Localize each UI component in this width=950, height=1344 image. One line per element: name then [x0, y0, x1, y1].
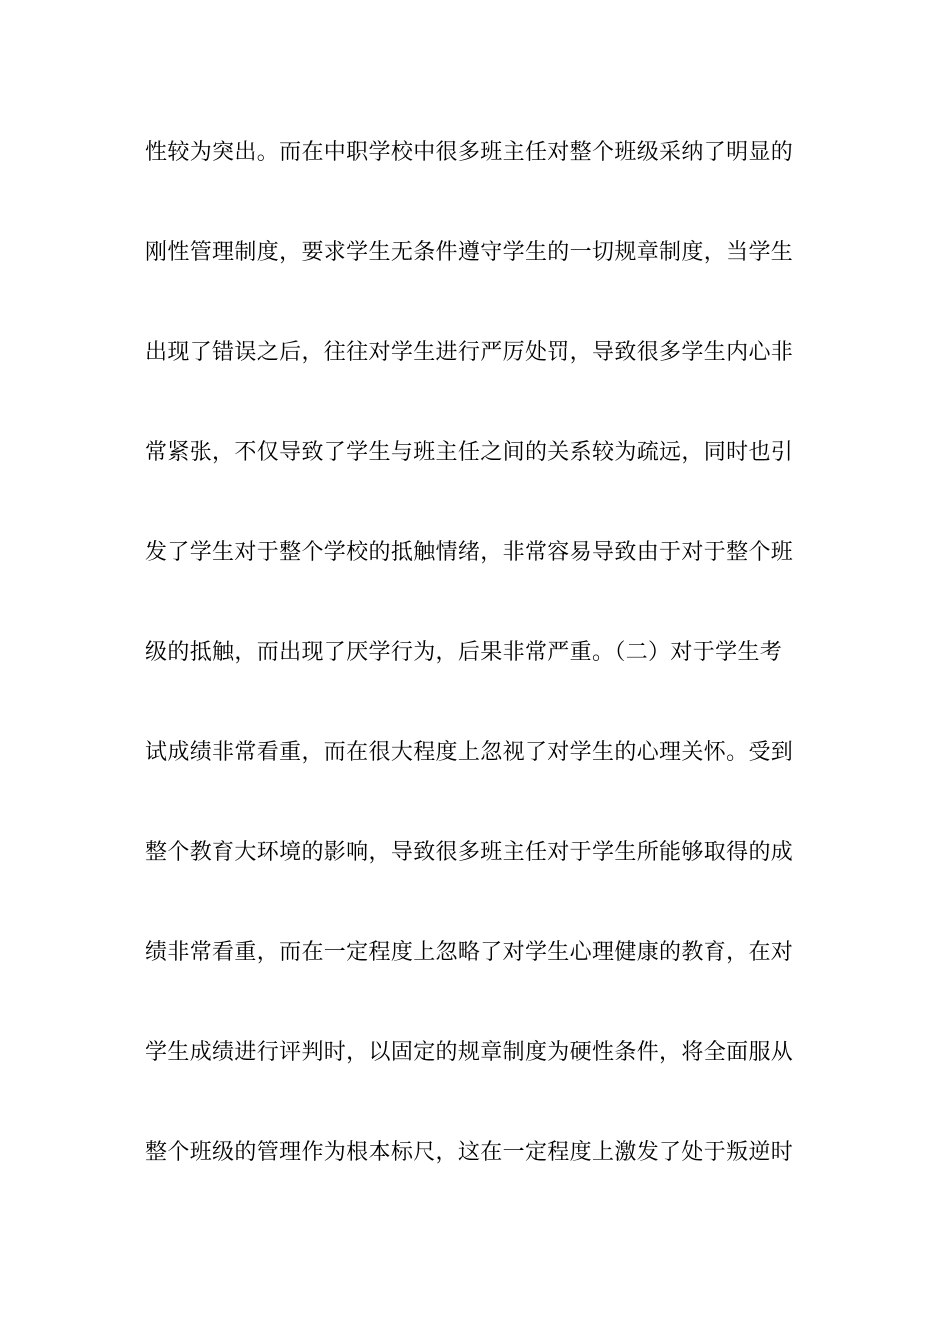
text-line: 学生成绩进行评判时，以固定的规章制度为硬性条件，将全面服从 — [145, 1040, 794, 1065]
text-line: 性较为突出。而在中职学校中很多班主任对整个班级采纳了明显的 — [145, 140, 794, 165]
text-line: 整个班级的管理作为根本标尺，这在一定程度上激发了处于叛逆时 — [145, 1140, 794, 1165]
text-line: 整个教育大环境的影响，导致很多班主任对于学生所能够取得的成 — [145, 840, 794, 865]
text-line: 发了学生对于整个学校的抵触情绪，非常容易导致由于对于整个班 — [145, 540, 794, 565]
text-line: 试成绩非常看重，而在很大程度上忽视了对学生的心理关怀。受到 — [145, 740, 794, 765]
text-line: 常紧张，不仅导致了学生与班主任之间的关系较为疏远，同时也引 — [145, 440, 794, 465]
body-text — [145, 134, 815, 1234]
text-line: 绩非常看重，而在一定程度上忽略了对学生心理健康的教育，在对 — [145, 940, 794, 965]
text-line: 出现了错误之后，往往对学生进行严厉处罚，导致很多学生内心非 — [145, 340, 794, 365]
text-line: 刚性管理制度，要求学生无条件遵守学生的一切规章制度，当学生 — [145, 240, 794, 265]
text-line: 级的抵触，而出现了厌学行为，后果非常严重。（二）对于学生考 — [145, 640, 783, 665]
